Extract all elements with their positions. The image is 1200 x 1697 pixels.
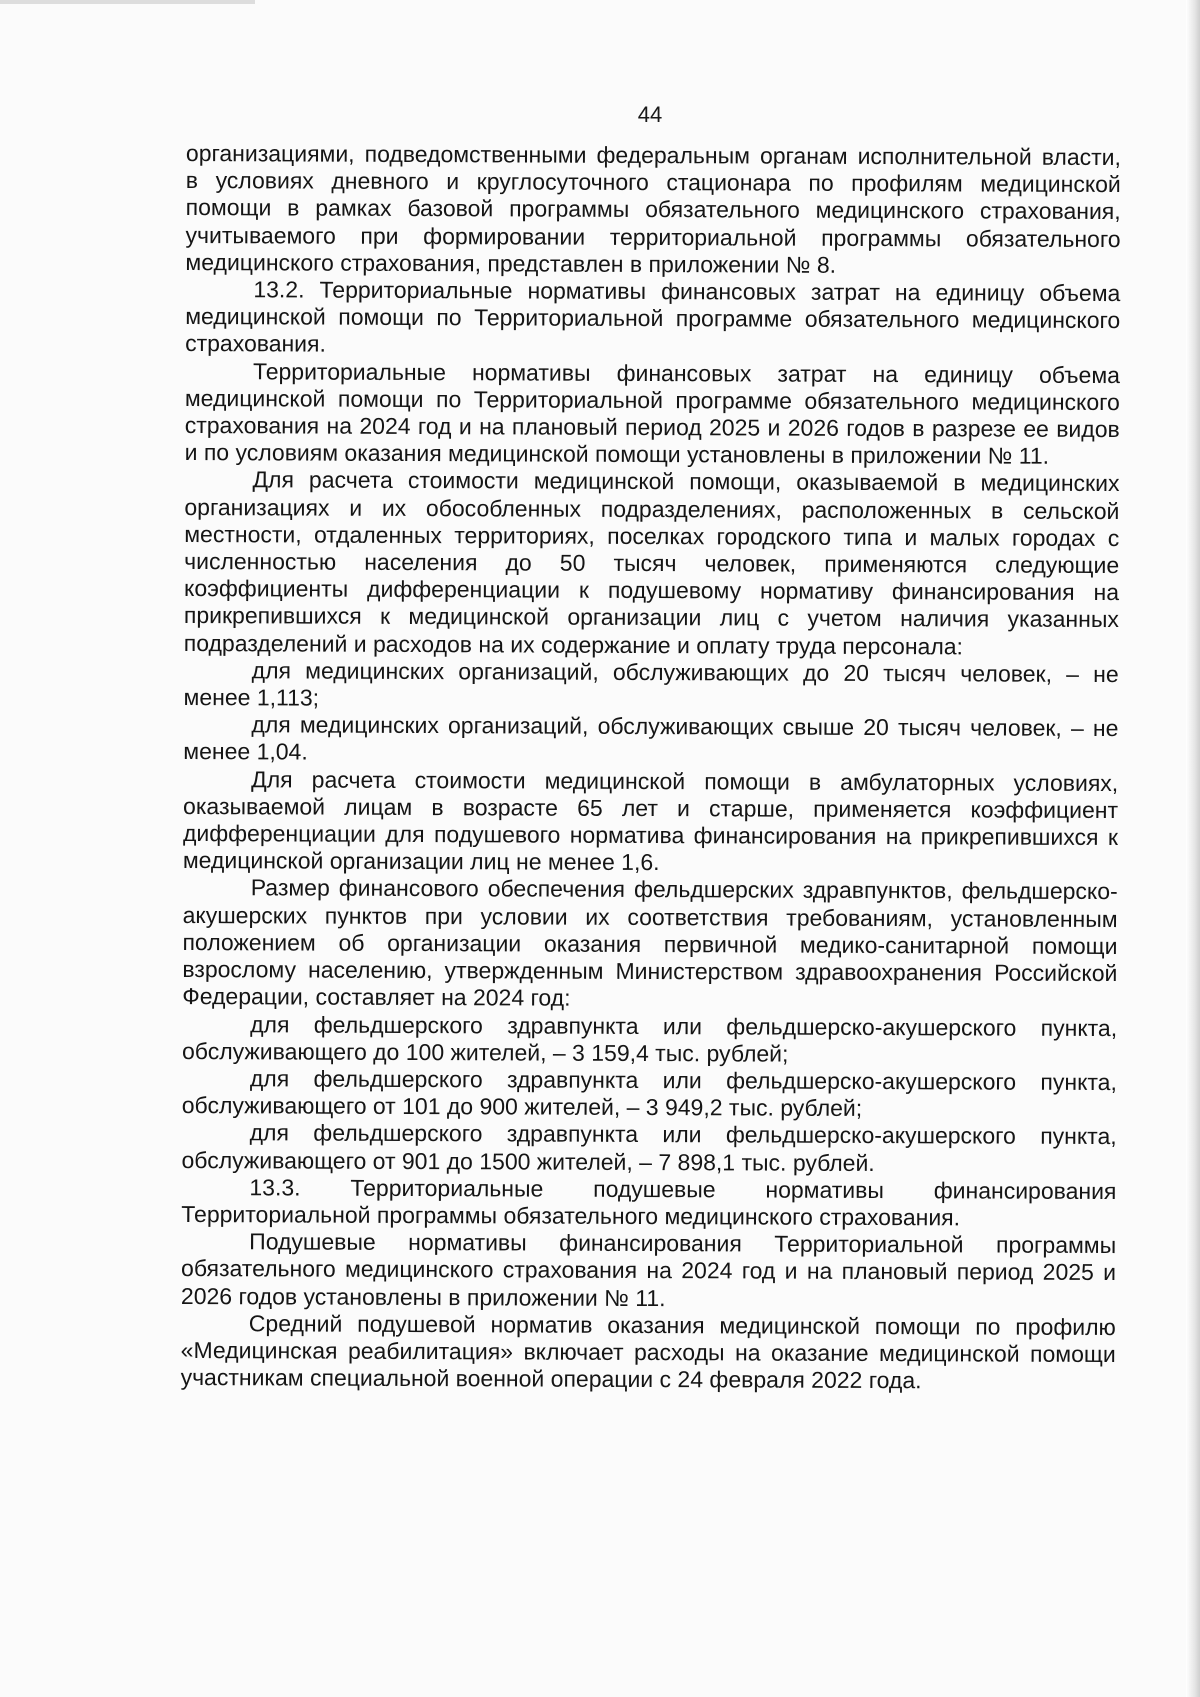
paragraph: Для расчета стоимости медицинской помощи в амбулаторных условиях, оказываемой лицам в возрасте 65 лет и старше, применяется коэффициент дифференциации для подушевого норматива финансирования на прикрепившихся к медицинской организации лиц не менее 1,6. xyxy=(182,765,1119,876)
paragraph: организациями, подведомственными федеральным органам исполнительной власти, в условиях дневного и круглосуточного стационара по профилям медицинской помощи в рамках базовой программы обязательного медицинского страхования, учитываемого при формировании территориальной программы обязательного медицинского страхования, представлен в приложении № 8. xyxy=(185,140,1121,278)
paragraph: Территориальные нормативы финансовых затрат на единицу объема медицинской помощи по Территориальной программе обязательного медицинского страхования на 2024 год и на плановый период 2025 и 2026 годов в разрезе ее видов и по условиям оказания медицинской помощи установлены в приложении № 11. xyxy=(184,357,1121,470)
paragraph: Подушевые нормативы финансирования Территориальной программы обязательного медицинского страхования на 2024 год и на плановый период 2025 и 2026 годов установлены в приложении № 11. xyxy=(180,1228,1117,1311)
paragraph: для фельдшерского здравпункта или фельдшерско-акушерского пункта, обслуживающего до 100 жителей, – 3 159,4 тыс. рублей; xyxy=(181,1010,1118,1067)
document-body xyxy=(181,140,1121,1395)
scan-artifact xyxy=(0,0,255,4)
paragraph: Средний подушевой норматив оказания медицинской помощи по профилю «Медицинская реабилитация» включает расходы на оказание медицинской помощи участникам специальной военной операции с 24 февраля 2022 года. xyxy=(180,1310,1116,1394)
paragraph: 13.3. Территориальные подушевые нормативы финансирования Территориальной программы обязательного медицинского страхования. xyxy=(181,1174,1117,1231)
paragraph: для фельдшерского здравпункта или фельдшерско-акушерского пункта, обслуживающего от 101 до 900 жителей, – 3 949,2 тыс. рублей; xyxy=(181,1065,1117,1122)
scan-edge-shadow xyxy=(1186,0,1200,1697)
paragraph: для медицинских организаций, обслуживающих свыше 20 тысяч человек, – не менее 1,04. xyxy=(183,711,1119,766)
paragraph: для фельдшерского здравпункта или фельдшерско-акушерского пункта, обслуживающего от 901 до 1500 жителей, – 7 898,1 тыс. рублей. xyxy=(181,1119,1117,1176)
paragraph: Для расчета стоимости медицинской помощи, оказываемой в медицинских организациях и их обособленных подразделениях, расположенных в сельской местности, отдаленных территориях, поселках городского типа и малых городах с численностью населения до 50 тысяч человек, применяются следующие коэффициенты дифференциации к подушевому нормативу финансирования на прикрепившихся к медицинской организации лиц с учетом наличия указанных подразделений и расходов на их содержание и оплату труда персонала: xyxy=(183,466,1120,660)
paragraph: 13.2. Территориальные нормативы финансовых затрат на единицу объема медицинской помощи по Территориальной программе обязательного медицинского страхования. xyxy=(185,276,1121,358)
page-number: 44 xyxy=(637,102,663,127)
paragraph: для медицинских организаций, обслуживающих до 20 тысяч человек, – не менее 1,113; xyxy=(183,657,1119,711)
paragraph: Размер финансового обеспечения фельдшерских здравпунктов, фельдшерско-акушерских пунктов при условии их соответствия требованиям, установленным положением об организации оказания первичной медико-санитарной помощи взрослому населению, утвержденным Министерством здравоохранения Российской Федерации, составляет на 2024 год: xyxy=(182,874,1118,1011)
